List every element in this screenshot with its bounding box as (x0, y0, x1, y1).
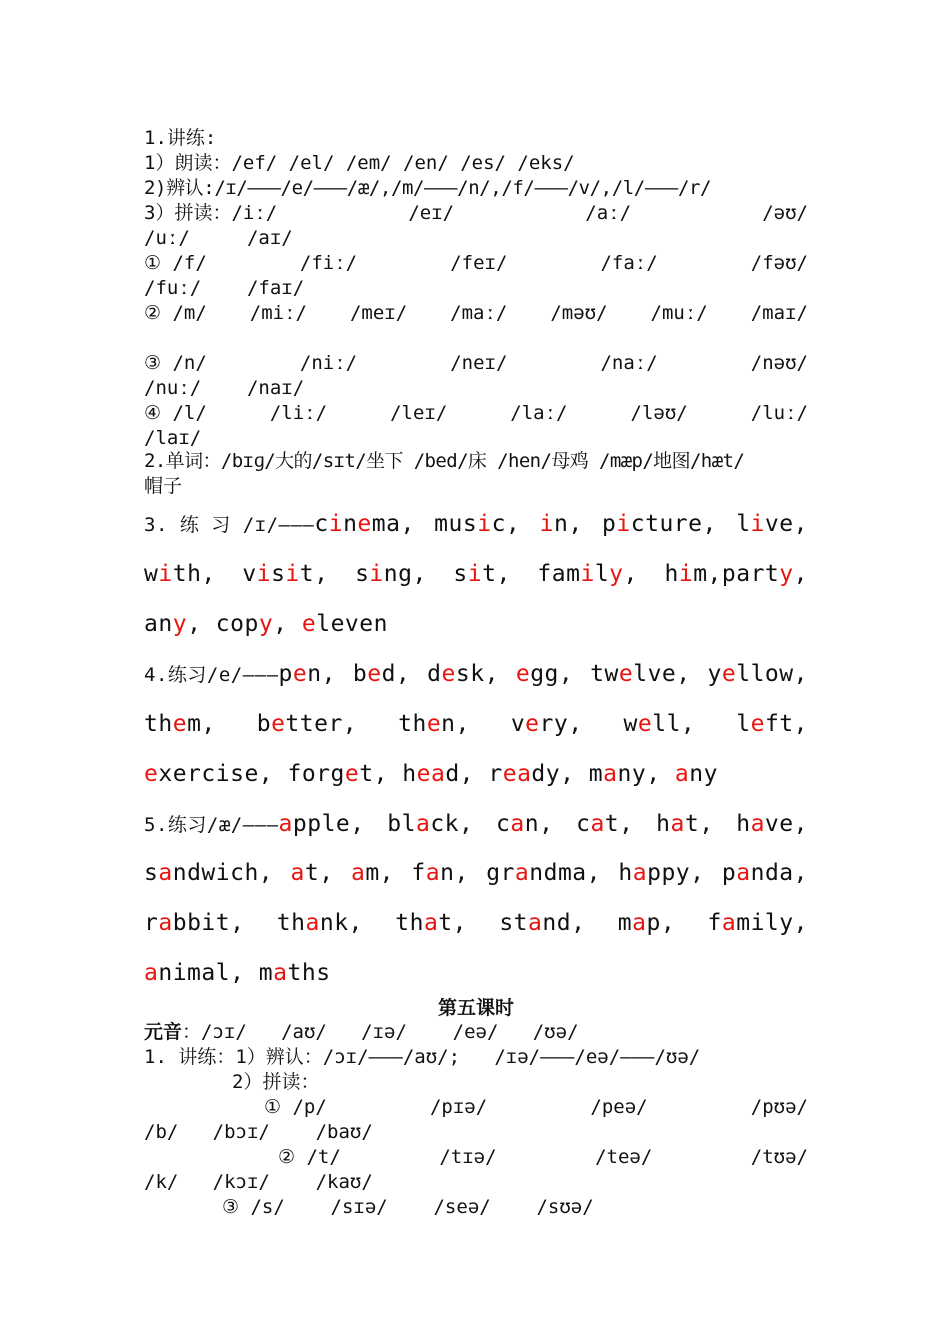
practice-ae-line2: sandwich, at, am, fan, grandma, happy, panda, (144, 860, 808, 886)
practice-i-line1: 3. 练 习 /ɪ/———cinema, music, in, picture, live, (144, 511, 808, 537)
spell-row-l-cont: /laɪ/ (144, 427, 202, 449)
spell-row-l: ④ /l/ /liː/ /leɪ/ /laː/ /ləʊ/ /luː/ (144, 402, 808, 424)
lesson-identify-line: 1. 讲练：1）辨认：/ɔɪ/———/aʊ/; /ɪə/———/eə/———/ʊə/ (144, 1046, 701, 1068)
spell-row-m: ② /m/ /miː/ /meɪ/ /maː/ /məʊ/ /muː/ /maɪ/ (144, 302, 808, 324)
lesson-row-p: ① /p/ /pɪə/ /peə/ /pʊə/ (264, 1096, 808, 1118)
practice-ae-line3: rabbit, thank, that, stand, map, family, (144, 910, 808, 936)
section1-header: 1.讲练: (144, 127, 217, 149)
practice-e-line1: 4.练习/e/———pen, bed, desk, egg, twelve, yellow, (144, 661, 808, 687)
spell-row-f: ① /f/ /fiː/ /feɪ/ /faː/ /fəʊ/ (144, 252, 808, 274)
practice-e-line3: exercise, forget, head, ready, many, any (144, 761, 718, 787)
identify-line: 2)辨认:/ɪ/———/e/———/æ/,/m/———/n/,/f/———/v/,/l/———/r/ (144, 177, 712, 199)
spell-row-n: ③ /n/ /niː/ /neɪ/ /naː/ /nəʊ/ (144, 352, 808, 374)
spell-line: 3）拼读：/iː/ /eɪ/ /aː/ /əʊ/ (144, 202, 808, 224)
spell-line-cont: /uː/ /aɪ/ (144, 227, 293, 249)
practice-i-line2: with, visit, sing, sit, family, him,party, (144, 561, 808, 587)
practice-i-line3: any, copy, eleven (144, 611, 388, 637)
lesson-spell-label: 2）拼读： (232, 1071, 320, 1093)
read-aloud-line: 1）朗读：/ef/ /el/ /em/ /en/ /es/ /eks/ (144, 152, 575, 174)
lesson-row-p-cont: /b/ /bɔɪ/ /baʊ/ (144, 1121, 373, 1143)
spell-row-n-cont: /nuː/ /naɪ/ (144, 377, 305, 399)
lesson-row-t: ② /t/ /tɪə/ /teə/ /tʊə/ (278, 1146, 808, 1168)
practice-ae-line4: animal, maths (144, 960, 331, 986)
spell-row-f-cont: /fuː/ /faɪ/ (144, 277, 305, 299)
practice-ae-line1: 5.练习/æ/———apple, black, can, cat, hat, have, (144, 811, 808, 837)
lesson-row-t-cont: /k/ /kɔɪ/ /kaʊ/ (144, 1171, 373, 1193)
lesson-row-s: ③ /s/ /sɪə/ /seə/ /sʊə/ (222, 1196, 594, 1218)
vowels-line: 元音：/ɔɪ/ /aʊ/ /ɪə/ /eə/ /ʊə/ (144, 1021, 579, 1043)
words-line-cont: 帽子 (144, 475, 183, 497)
words-line: 2.单词：/bɪɡ/大的/sɪt/坐下 /bed/床 /hen/母鸡 /mæp/地图/hæt/ (144, 450, 745, 472)
lesson-title: 第五课时 (437, 997, 514, 1019)
practice-e-line2: them, better, then, very, well, left, (144, 711, 808, 737)
